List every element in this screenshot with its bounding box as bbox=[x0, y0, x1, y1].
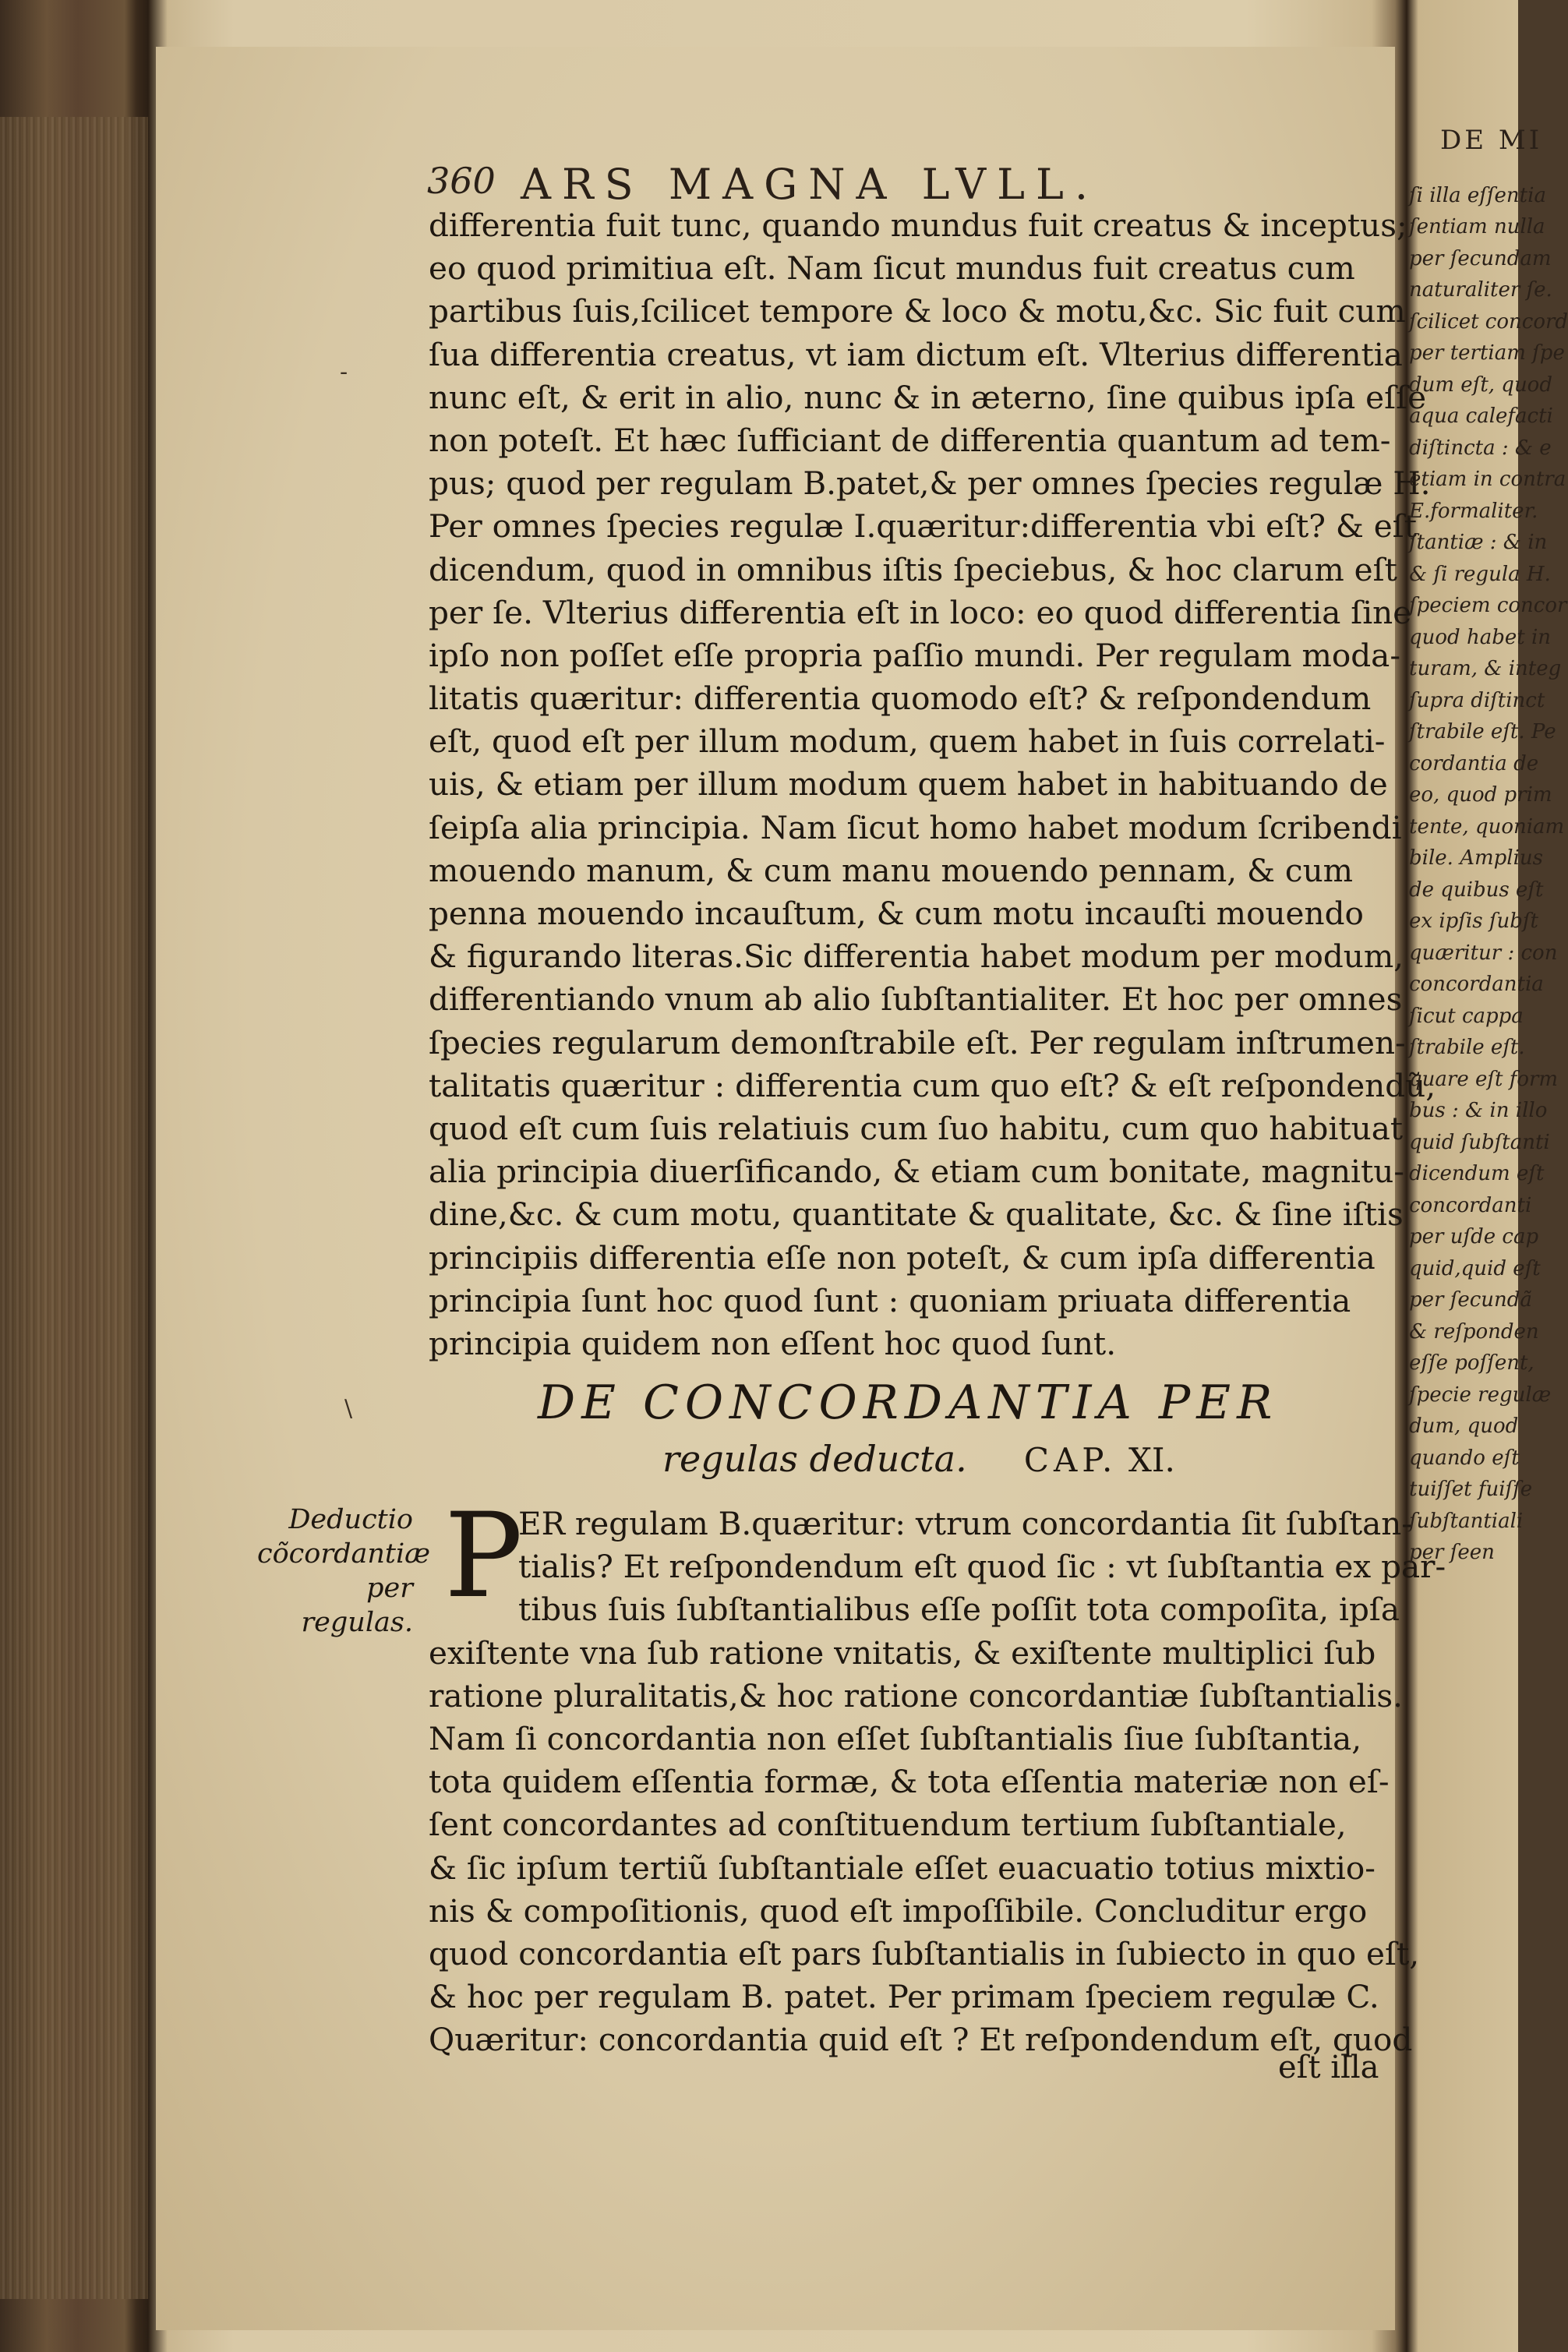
right-page-line: turam, & integ bbox=[1409, 657, 1562, 680]
text-line: ipſo non poſſet eſſe propria paſſio mundi. Per regulam moda- bbox=[429, 636, 1401, 674]
right-page-line: per ſecundam bbox=[1409, 246, 1552, 270]
right-page-line: naturaliter ſe. bbox=[1409, 278, 1552, 302]
margin-mark: \ bbox=[344, 1395, 353, 1422]
text-line: per ſe. Vlterius differentia eſt in loco: eo quod differentia ſine bbox=[429, 593, 1412, 631]
text-line: ER regulam B.quæritur: vtrum concordantia ſit ſubſtan- bbox=[518, 1505, 1413, 1542]
text-line: partibus ſuis,ſcilicet tempore & loco & motu,&c. Sic fuit cum bbox=[429, 292, 1406, 330]
text-line: litatis quæritur: differentia quomodo eſt? & reſpondendum bbox=[429, 680, 1372, 718]
text-line: & hoc per regulam B. patet. Per primam ſpeciem regulæ C. bbox=[429, 1978, 1379, 2016]
right-page-line: ſicut cappa bbox=[1409, 1004, 1524, 1028]
text-line: mouendo manum, & cum manu mouendo pennam, & cum bbox=[429, 851, 1354, 889]
chapter-number: XI. bbox=[1128, 1441, 1175, 1479]
right-page-title: DE MI bbox=[1440, 125, 1543, 156]
right-page-line: quæritur : con bbox=[1409, 941, 1558, 965]
right-page-line: ſtrabile eſt. bbox=[1409, 1036, 1525, 1059]
text-line: non poteſt. Et hæc ſufficiant de differentia quantum ad tem- bbox=[429, 421, 1391, 459]
right-page-line: cordantia de bbox=[1409, 751, 1539, 775]
right-page-line: per uſde cap bbox=[1409, 1225, 1539, 1248]
right-page-line: bile. Amplius bbox=[1409, 846, 1543, 870]
text-line: dicendum, quod in omnibus iſtis ſpeciebus, & hoc clarum eſt bbox=[429, 550, 1397, 588]
text-line: ſent concordantes ad conſtituendum tertium ſubſtantiale, bbox=[429, 1806, 1347, 1844]
chapter-paragraph bbox=[429, 1503, 1446, 2061]
text-line: principia quidem non eſſent hoc quod ſunt. bbox=[429, 1324, 1117, 1362]
text-line: penna mouendo incauſtum, & cum motu incauſti mouendo bbox=[429, 895, 1364, 932]
page-edges bbox=[0, 117, 148, 2299]
text-line: tibus ſuis ſubſtantialibus eſſe poſſit tota compoſita, ipſa bbox=[518, 1591, 1400, 1629]
margin-dash: - bbox=[340, 358, 348, 386]
text-line: pus; quod per regulam B.patet,& per omnes ſpecies regulæ H. bbox=[429, 464, 1431, 503]
margin-note-line: cõcordantiæ bbox=[257, 1538, 431, 1570]
right-page-line: de quibus eſt bbox=[1409, 878, 1544, 902]
text-line: Quæritur: concordantia quid eſt ? Et reſpondendum eſt, quod bbox=[429, 2021, 1413, 2059]
right-page-line: dum, quod bbox=[1409, 1414, 1519, 1438]
margin-note-line: per regulas. bbox=[301, 1573, 413, 1638]
right-page-line: quando eſt bbox=[1409, 1446, 1520, 1470]
right-page-line: dicendum eſt bbox=[1409, 1162, 1545, 1185]
text-line: eo quod primitiua eſt. Nam ſicut mundus fuit creatus cum bbox=[429, 249, 1355, 288]
right-page-line: ſpecie regulæ bbox=[1409, 1383, 1552, 1407]
text-line: differentiando vnum ab alio ſubſtantialiter. Et hoc per omnes bbox=[429, 980, 1403, 1019]
right-page-line: bus : & in illo bbox=[1409, 1099, 1548, 1122]
text-line: quod concordantia eſt pars ſubſtantialis in ſubiecto in quo eſt, bbox=[429, 1934, 1420, 1972]
right-page-line: & ſi regula H. bbox=[1409, 562, 1551, 586]
text-line: differentia fuit tunc, quando mundus fuit creatus & inceptus; bbox=[429, 207, 1407, 244]
text-line: exiſtente vna ſub ratione vnitatis, & exiſtente multiplici ſub bbox=[429, 1633, 1376, 1672]
text-line: & figurando literas.Sic differentia habet modum per modum, bbox=[429, 938, 1404, 976]
heading-line-1: DE CONCORDANTIA PER bbox=[538, 1376, 1279, 1430]
text-line: & ſic ipſum tertiũ ſubſtantiale eſſet euacuatio totius mixtio- bbox=[429, 1849, 1376, 1887]
right-page-line: quare eſt form bbox=[1409, 1067, 1559, 1091]
body-text bbox=[429, 204, 1436, 1365]
right-page-line: ſtantiæ : & in bbox=[1409, 531, 1548, 554]
text-line: alia principia diuerſificando, & etiam cum bonitate, magnitu- bbox=[429, 1153, 1405, 1191]
catchword: eſt illa bbox=[1278, 2050, 1379, 2085]
right-page-line: tuiſſet fuiſſe bbox=[1409, 1478, 1533, 1501]
text-line: uis, & etiam per illum modum quem habet in habituando de bbox=[429, 765, 1388, 803]
margin-note-line: Deductio bbox=[288, 1504, 413, 1535]
right-page-line: quod habet in bbox=[1409, 625, 1551, 649]
right-page-line: ſentiam nulla bbox=[1409, 215, 1545, 238]
right-page-line: ſupra diſtinct bbox=[1409, 688, 1545, 712]
text-line: eſt, quod eſt per illum modum, quem habet in ſuis correlati- bbox=[429, 722, 1386, 761]
text-line: ratione pluralitatis,& hoc ratione concordantiæ ſubſtantialis. bbox=[429, 1676, 1404, 1715]
text-line: Nam ſi concordantia non eſſet ſubſtantialis ſiue ſubſtantia, bbox=[429, 1719, 1362, 1757]
chapter-label: CAP. bbox=[1023, 1441, 1118, 1479]
text-line: tialis? Et reſpondendum eſt quod ſic : vt ſubſtantia ex par- bbox=[518, 1548, 1446, 1586]
folio-number: 360 bbox=[427, 160, 496, 202]
right-page-line: ſi illa eſſentia bbox=[1409, 183, 1546, 207]
right-page-line: ſubſtantiali bbox=[1409, 1509, 1524, 1533]
text-line: ſua differentia creatus, vt iam dictum eſt. Vlterius differentia bbox=[429, 335, 1403, 373]
right-page-line: eo, quod prim bbox=[1409, 783, 1552, 807]
right-page-line: etiam in contra bbox=[1409, 468, 1566, 491]
right-page-line: ex ipſis ſubſt bbox=[1409, 909, 1538, 933]
margin-note bbox=[257, 1503, 431, 1640]
right-page-line: E.formaliter. bbox=[1409, 499, 1538, 523]
section-heading bbox=[538, 1376, 1317, 1489]
text-line: Per omnes ſpecies regulæ I.quæritur:differentia vbi eſt? & eſt bbox=[429, 507, 1418, 546]
text-line: tota quidem eſſentia formæ, & tota eſſentia materiæ non eſ- bbox=[429, 1763, 1390, 1801]
right-page-line: tente, quoniam bbox=[1409, 814, 1565, 839]
right-page-line: per tertiam ſpe bbox=[1409, 341, 1565, 365]
right-page-line: per ſecundã bbox=[1409, 1288, 1532, 1312]
right-page-line: per ſeen bbox=[1409, 1541, 1495, 1564]
right-page-line: & reſponden bbox=[1409, 1319, 1539, 1344]
text-line: talitatis quæritur : differentia cum quo eſt? & eſt reſpondendũ, bbox=[429, 1066, 1436, 1104]
text-line: dine,&c. & cum motu, quantitate & qualitate, &c. & ſine iſtis bbox=[429, 1195, 1404, 1234]
right-page-line: eſſe poſſent, bbox=[1409, 1351, 1534, 1375]
right-page-line: concordanti bbox=[1409, 1193, 1532, 1217]
text-line: principiis differentia eſſe non poteſt, & cum ipſa differentia bbox=[429, 1238, 1376, 1277]
heading-line-2 bbox=[662, 1438, 1317, 1489]
right-page-line: aqua calefacti bbox=[1409, 404, 1553, 428]
right-page-line: ſpeciem concor bbox=[1409, 594, 1567, 617]
right-page-line: dum eſt, quod bbox=[1409, 373, 1552, 397]
text-line: quod eſt cum ſuis relatiuis cum ſuo habitu, cum quo habituat bbox=[429, 1109, 1404, 1147]
right-page-line: quid,quid eſt bbox=[1409, 1256, 1541, 1280]
right-page-fragment bbox=[1409, 47, 1568, 2151]
drop-cap-initial: P bbox=[444, 1489, 523, 1624]
text-line: nis & compoſitionis, quod eſt impoſſibile. Concluditur ergo bbox=[429, 1891, 1368, 1930]
text-line: principia ſunt hoc quod ſunt : quoniam priuata differentia bbox=[429, 1281, 1351, 1319]
right-page-line: diſtincta : & e bbox=[1409, 436, 1552, 460]
right-page-line: ſcilicet concord bbox=[1409, 309, 1568, 334]
right-page-line: quid ſubſtanti bbox=[1409, 1130, 1550, 1154]
right-page-line: concordantia bbox=[1409, 973, 1544, 996]
text-line: ſeipſa alia principia. Nam ſicut homo habet modum ſcribendi bbox=[429, 808, 1402, 846]
running-title: ARS MAGNA LVLL. bbox=[521, 160, 1099, 209]
text-line: ſpecies regularum demonſtrabile eſt. Per regulam inſtrumen- bbox=[429, 1023, 1406, 1061]
text-line: nunc eſt, & erit in alio, nunc & in æterno, ſine quibus ipſa eſſe bbox=[429, 378, 1427, 416]
right-page-line: ſtrabile eſt. Pe bbox=[1409, 720, 1556, 743]
heading-subtitle: regulas deducta. bbox=[662, 1438, 967, 1480]
